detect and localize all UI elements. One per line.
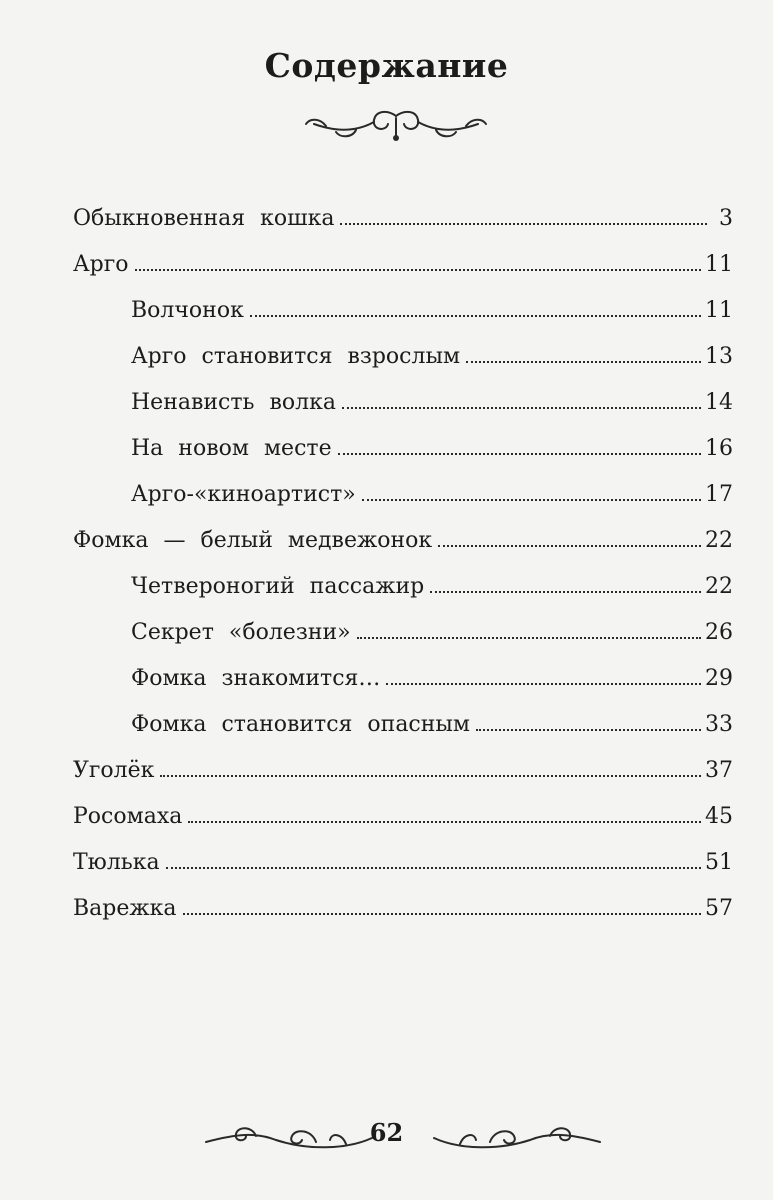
dot-leader xyxy=(183,912,702,915)
footer-ornament-right-icon xyxy=(430,1120,610,1154)
toc-entry-page: 11 xyxy=(705,252,733,277)
toc-subentry[interactable] xyxy=(131,418,733,462)
toc-entry-page: 22 xyxy=(705,574,733,599)
dot-leader xyxy=(342,406,701,409)
toc-entry-title: На новом месте xyxy=(131,436,332,461)
toc-entry-title: Арго xyxy=(73,252,129,277)
toc-entry-title: Уголёк xyxy=(73,758,155,783)
page-number: 62 xyxy=(369,1118,404,1147)
toc-entry-title: Арго становится взрослым xyxy=(131,344,461,369)
toc-entry-page: 45 xyxy=(705,804,733,829)
toc-entry-title: Фомка знакомится… xyxy=(131,666,381,691)
dot-leader xyxy=(430,590,701,593)
dot-leader xyxy=(362,498,701,501)
toc-entry[interactable] xyxy=(73,188,733,232)
toc-entry-page: 22 xyxy=(705,528,733,553)
dot-leader xyxy=(338,452,701,455)
toc-subentry[interactable] xyxy=(131,326,733,370)
dot-leader xyxy=(340,222,707,225)
toc-entry-title: Тюлька xyxy=(73,850,160,875)
toc-subentry[interactable] xyxy=(131,556,733,600)
toc-subentry[interactable] xyxy=(131,694,733,738)
toc-entry-page: 14 xyxy=(705,390,733,415)
toc-entry-page: 17 xyxy=(705,482,733,507)
toc-entry[interactable] xyxy=(73,510,733,554)
toc-entry-page: 29 xyxy=(705,666,733,691)
toc-subentry[interactable] xyxy=(131,602,733,646)
toc-subentry[interactable] xyxy=(131,372,733,416)
dot-leader xyxy=(357,636,701,639)
toc-entry-title: Волчонок xyxy=(131,298,244,323)
toc-entry-title: Фомка становится опасным xyxy=(131,712,471,737)
toc-subentry[interactable] xyxy=(131,464,733,508)
toc-entry[interactable] xyxy=(73,832,733,876)
dot-leader xyxy=(466,360,701,363)
dot-leader xyxy=(166,866,701,869)
toc-entry-page: 3 xyxy=(719,206,733,231)
dot-leader xyxy=(250,314,701,317)
toc-entry-title: Росомаха xyxy=(73,804,183,829)
toc-entry-page: 57 xyxy=(705,896,733,921)
toc-entry-page: 13 xyxy=(705,344,733,369)
toc-entry-title: Ненависть волка xyxy=(131,390,336,415)
dot-leader xyxy=(476,728,701,731)
toc-entry-title: Арго-«киноартист» xyxy=(131,482,356,507)
toc-entry-page: 16 xyxy=(705,436,733,461)
dot-leader xyxy=(188,820,701,823)
title-ornament-icon xyxy=(296,108,496,144)
toc-entry-title: Секрет «болезни» xyxy=(131,620,351,645)
toc-entry-title: Четвероногий пассажир xyxy=(131,574,425,599)
toc-entry[interactable] xyxy=(73,234,733,278)
toc-entry[interactable] xyxy=(73,878,733,922)
dot-leader xyxy=(160,774,701,777)
toc-entry-page: 51 xyxy=(705,850,733,875)
page-title: Содержание xyxy=(264,46,509,85)
toc-subentry[interactable] xyxy=(131,648,733,692)
toc-entry-title: Фомка — белый медвежонок xyxy=(73,528,433,553)
toc-entry-page: 37 xyxy=(705,758,733,783)
toc-entry-title: Варежка xyxy=(73,896,177,921)
toc-entry-page: 33 xyxy=(705,712,733,737)
toc-entry[interactable] xyxy=(73,740,733,784)
toc-entry-title: Обыкновенная кошка xyxy=(73,206,335,231)
toc-subentry[interactable] xyxy=(131,280,733,324)
toc-entry[interactable] xyxy=(73,786,733,830)
dot-leader xyxy=(386,682,701,685)
dot-leader xyxy=(135,268,701,271)
toc-entry-page: 11 xyxy=(705,298,733,323)
dot-leader xyxy=(438,544,701,547)
toc-entry-page: 26 xyxy=(705,620,733,645)
